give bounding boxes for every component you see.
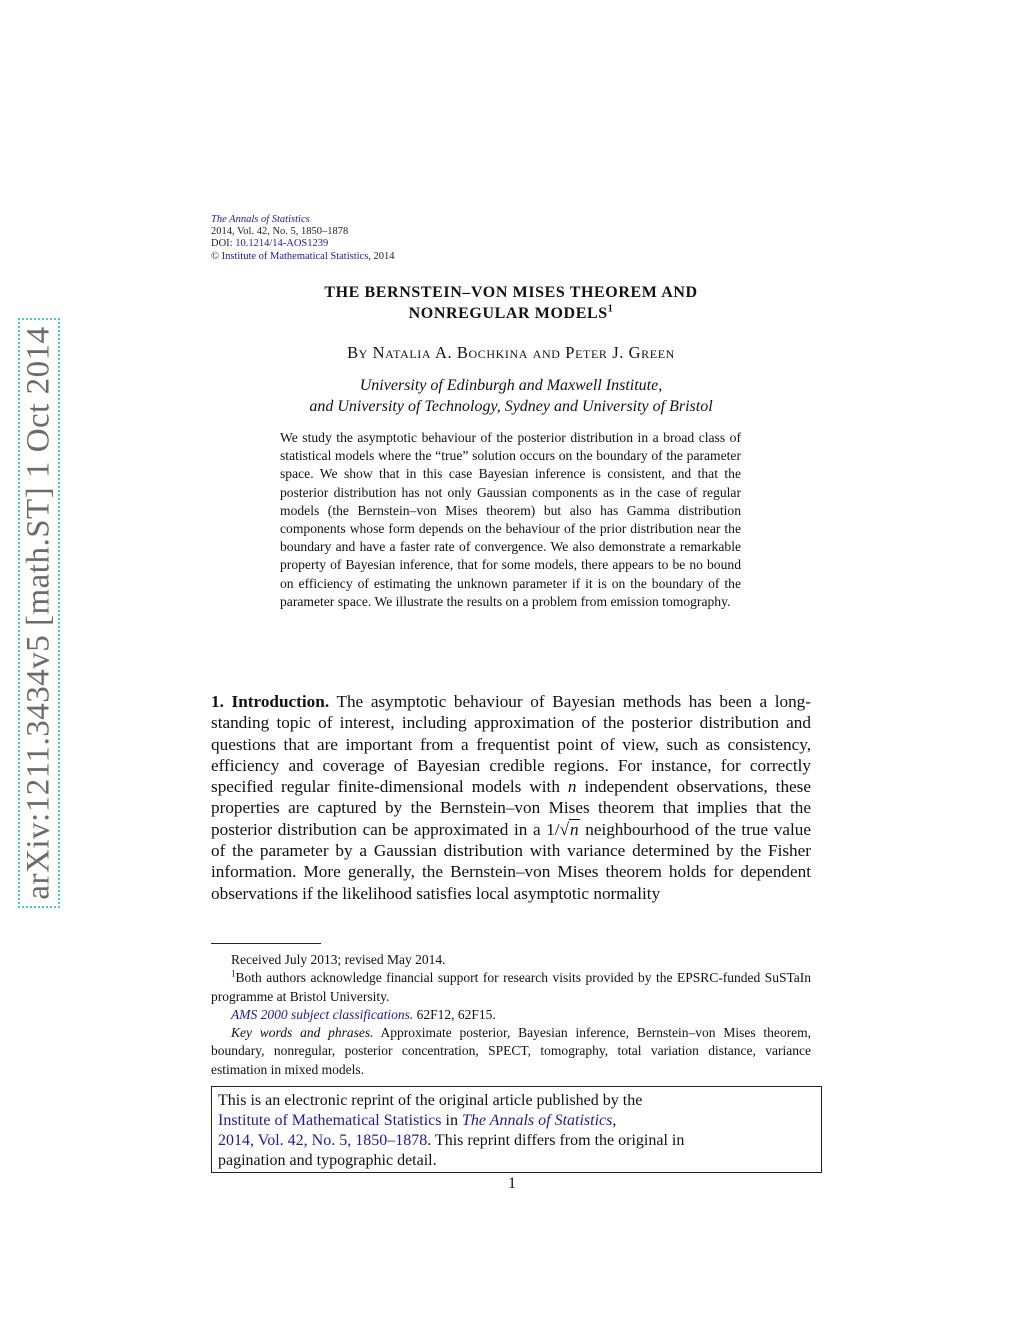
reprint-journal-link[interactable]: The Annals of Statistics [461,1112,613,1129]
doi-link[interactable]: 10.1214/14-AOS1239 [235,238,329,250]
author-list: By Natalia A. Bochkina and Peter J. Green [347,343,675,362]
received-note: Received July 2013; revised May 2014. [231,952,446,967]
affiliation [211,375,811,417]
keywords-text: Approximate posterior, Bayesian inference, Bernstein–von Mises theorem, boundary, nonregular, posterior concentration, SPECT, tomography, total variation distance, variance estimation in mixed models. [211,1025,811,1077]
journal-volume-line: 2014, Vol. 42, No. 5, 1850–1878 [211,226,349,238]
reprint-after-citation: . This reprint differs from the original in [427,1132,685,1149]
reprint-citation-link[interactable]: 2014, Vol. 42, No. 5, 1850–1878 [218,1132,428,1149]
footnote-1-text: Both authors acknowledge financial support for research visits provided by the EPSRC-funded SuSTaIn programme at Bristol University. [211,970,811,1004]
introduction-section [211,691,811,904]
footnote-1 [211,969,811,1006]
math-n: n [567,777,577,797]
sqrt-n [560,819,580,840]
reprint-notice-box [211,1086,822,1173]
section-heading: 1. Introduction. [211,692,330,711]
journal-name-link[interactable]: The Annals of Statistics [211,214,310,225]
reprint-line-4: pagination and typographic detail. [218,1152,437,1169]
footnote-rule [211,943,321,944]
intro-text-3: neighbourhood of the true value of the parameter by a Gaussian distribution with variance determined by the Fisher information. More generally, the Bernstein–von Mises theorem holds for dependent observations if the likelihood satisfies local asymptotic normality [211,819,811,903]
ams-codes: 62F12, 62F15. [413,1006,496,1022]
page-number: 1 [508,1175,516,1192]
affiliation-line-2: and University of Technology, Sydney and University of Bristol [309,398,713,415]
sqrt-radicand: n [570,819,579,839]
publisher-link[interactable]: Institute of Mathematical Statistics [221,250,369,262]
title-line-1: THE BERNSTEIN–VON MISES THEOREM AND [324,284,698,301]
ams-classification [211,1006,811,1024]
ams-classification-link[interactable]: AMS 2000 subject classifications. [231,1006,414,1022]
journal-header [211,214,395,263]
intro-text-2: independent observations, these properties are captured by the Bernstein–von Mises theorem that implies that the posterior distribution can be approximated in a [211,777,811,839]
paper-title [211,282,811,324]
keywords-label: Key words and phrases. [231,1025,374,1041]
footnotes [211,951,811,1079]
doi-label: DOI: [211,238,236,250]
abstract: We study the asymptotic behaviour of the posterior distribution in a broad class of statistical models where the “true” solution occurs on the boundary of the parameter space. We show that in this case Bayesian inference is consistent, and that the posterior distribution has not only Gaussian components as in the case of regular models (the Bernstein–von Mises theorem) but also has Gamma distribution components whose form depends on the behaviour of the prior distribution near the boundary and have a faster rate of convergence. We also demonstrate a remarkable property of Bayesian inference, that for some models, there appears to be no bound on efficiency of estimating the unknown parameter if it is on the boundary of the parameter space. We illustrate the results on a problem from emission tomography. [280,430,741,609]
intro-text-1: The asymptotic behaviour of Bayesian methods has been a long-standing topic of interest, including approximation of the posterior distribution and questions that are important from a frequentist point of view, such as consistency, efficiency and coverage of Bayesian credible regions. For instance, for correctly specified regular finite-dimensional models with [211,692,811,797]
reprint-in-word: in [441,1112,462,1129]
title-footnote-mark: 1 [607,303,614,315]
keywords [211,1024,811,1079]
footnote-1-mark: 1 [231,968,236,979]
arxiv-identifier: arXiv:1211.3434v5 [math.ST] 1 Oct 2014 [20,326,57,900]
copyright-symbol: © [211,250,219,262]
affiliation-line-1: University of Edinburgh and Maxwell Institute, [359,377,663,394]
title-line-2: NONREGULAR MODELS [408,305,608,322]
rate-prefix: 1/ [546,819,560,839]
arxiv-stamp [18,318,60,908]
reprint-line-1: This is an electronic reprint of the original article published by the [218,1092,643,1109]
sqrt-symbol: √ [559,819,570,839]
copyright-year: , 2014 [368,250,395,262]
reprint-comma: , [612,1112,617,1129]
reprint-publisher-link[interactable]: Institute of Mathematical Statistics [218,1112,442,1129]
